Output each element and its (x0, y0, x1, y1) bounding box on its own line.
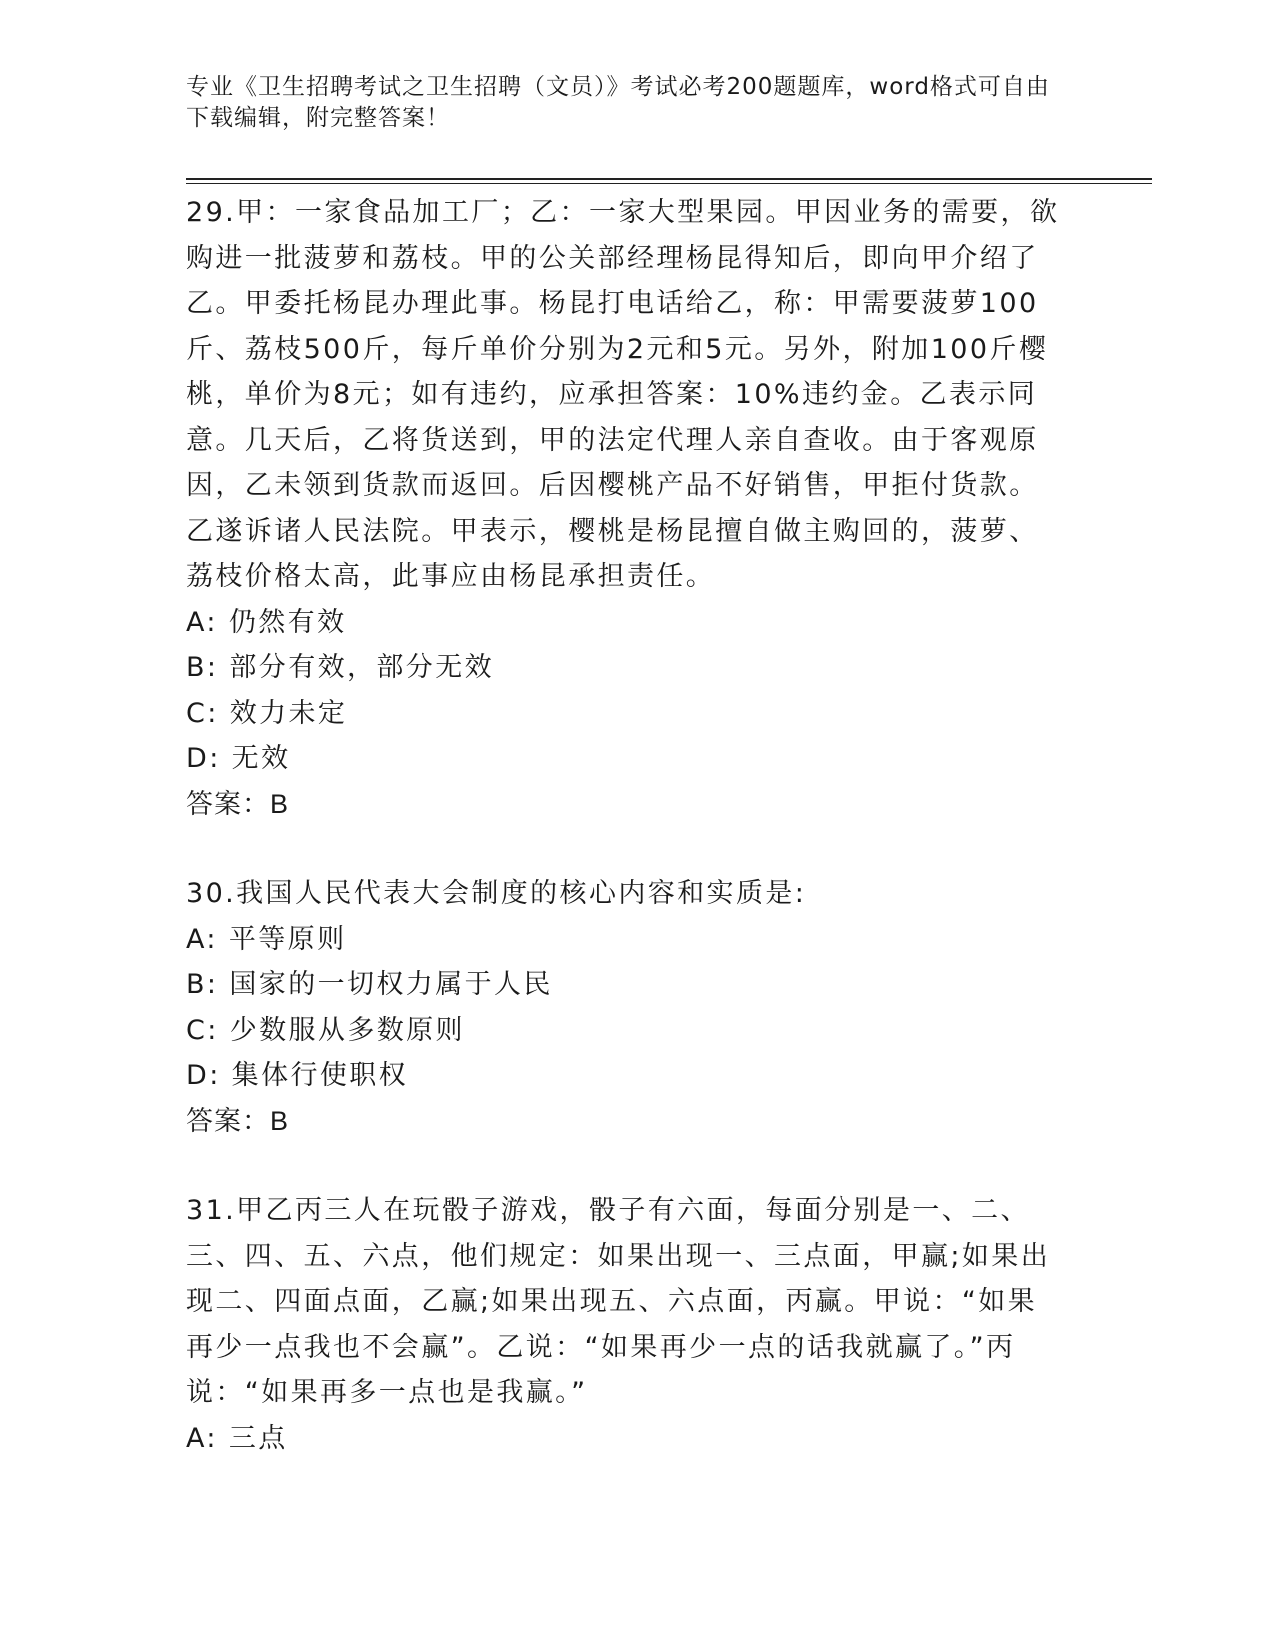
answer-value: B (270, 788, 290, 819)
question-text: 29.甲：一家食品加工厂；乙：一家大型果园。甲因业务的需要，欲购进一批菠萝和荔枝。甲的公关部经理杨昆得知后，即向甲介绍了乙。甲委托杨昆办理此事。杨昆打电话给乙，称：甲需要菠萝100斤、荔枝500斤，每斤单价分别为2元和5元。另外，附加100斤樱桃，单价为8元；如有违约，应承担答案：10%违约金。乙表示同意。几天后，乙将货送到，甲的法定代理人亲自查收。由于客观原因，乙未领到货款而返回。后因樱桃产品不好销售，甲拒付货款。乙遂诉诸人民法院。甲表示，樱桃是杨昆擅自做主购回的，菠萝、荔枝价格太高，此事应由杨昆承担责任。 (186, 197, 1060, 592)
option-d: D: 无效 (186, 743, 291, 774)
answer-line (186, 1099, 1066, 1145)
question-gap (186, 827, 1066, 871)
answer-label: 答案： (186, 788, 270, 820)
question-text: 31.甲乙丙三人在玩骰子游戏，骰子有六面，每面分别是一、二、三、四、五、六点，他们规定：如果出现一、三点面，甲赢;如果出现二、四面点面，乙赢;如果出现五、六点面，丙赢。甲说：“如果再少一点我也不会赢”。乙说：“如果再少一点的话我就赢了。”丙说：“如果再多一点也是我赢。” (186, 1195, 1051, 1408)
question-30 (186, 871, 1066, 1144)
answer-label: 答案： (186, 1105, 270, 1137)
page-header: 专业《卫生招聘考试之卫生招聘（文员）》考试必考200题题库，word格式可自由下载编辑，附完整答案！ (186, 74, 1050, 131)
question-29 (186, 190, 1066, 827)
question-text: 30.我国人民代表大会制度的核心内容和实质是: (186, 878, 807, 909)
question-gap (186, 1144, 1066, 1188)
header-rule-thick (186, 178, 1152, 180)
answer-value: B (270, 1105, 290, 1136)
question-list (186, 190, 1066, 1461)
option-a: A: 平等原则 (186, 923, 347, 955)
header-rule-thin (186, 183, 1152, 184)
option-a: A: 仍然有效 (186, 606, 347, 638)
answer-line (186, 782, 1066, 828)
option-d: D: 集体行使职权 (186, 1060, 409, 1091)
option-a: A: 三点 (186, 1422, 288, 1454)
question-31 (186, 1188, 1066, 1461)
option-c: C: 少数服从多数原则 (186, 1014, 465, 1046)
option-b: B: 国家的一切权力属于人民 (186, 969, 553, 1000)
option-b: B: 部分有效，部分无效 (186, 652, 495, 683)
option-c: C: 效力未定 (186, 697, 348, 729)
